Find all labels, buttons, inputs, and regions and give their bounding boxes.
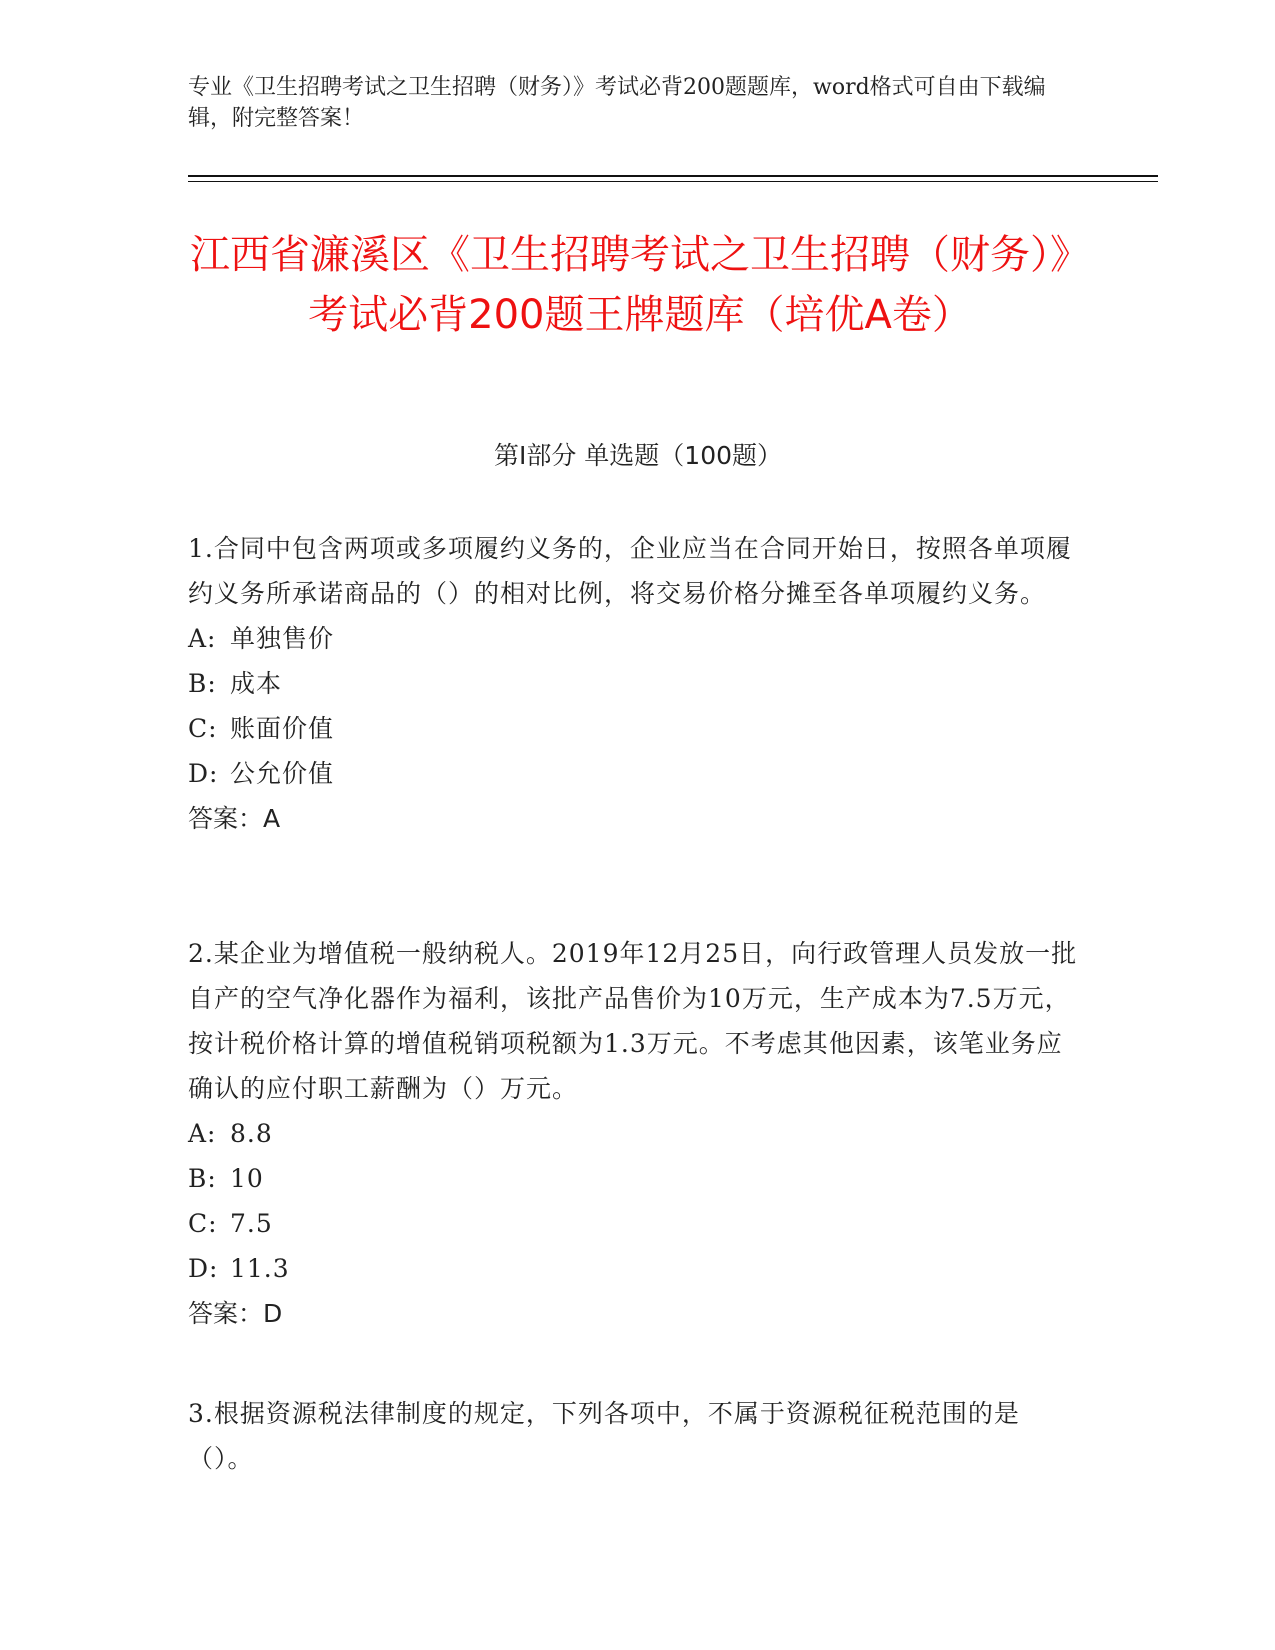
question-3 — [188, 1391, 1078, 1481]
option-key: A: — [188, 1119, 217, 1148]
option-b — [188, 661, 1078, 706]
option-text: 7.5 — [230, 1209, 273, 1238]
option-text: 账面价值 — [230, 714, 335, 743]
option-text: 成本 — [230, 669, 283, 698]
option-text: 11.3 — [230, 1254, 290, 1283]
answer-line: 答案：D — [188, 1299, 283, 1328]
option-a — [188, 616, 1078, 661]
option-key: D: — [188, 759, 219, 788]
question-stem: 2.某企业为增值税一般纳税人。2019年12月25日，向行政管理人员发放一批自产的空气净化器作为福利，该批产品售价为10万元，生产成本为7.5万元，按计税价格计算的增值税销项税额为1.3万元。不考虑其他因素，该笔业务应确认的应付职工薪酬为（）万元。 — [188, 939, 1078, 1103]
question-2 — [188, 931, 1078, 1336]
header-rule-thin — [188, 181, 1158, 182]
option-text: 10 — [230, 1164, 264, 1193]
section-title: 第I部分 单选题（100题） — [493, 441, 783, 470]
option-c — [188, 706, 1078, 751]
header-rule-thick — [188, 175, 1158, 177]
option-text: 公允价值 — [230, 759, 335, 788]
option-key: B: — [188, 1164, 217, 1193]
option-key: D: — [188, 1254, 219, 1283]
header-note: 专业《卫生招聘考试之卫生招聘（财务）》考试必背200题题库，word格式可自由下载编辑，附完整答案！ — [188, 75, 1046, 131]
option-a — [188, 1111, 1078, 1156]
option-key: C: — [188, 1209, 218, 1238]
option-key: B: — [188, 669, 217, 698]
option-c — [188, 1201, 1078, 1246]
question-1 — [188, 526, 1078, 841]
option-text: 8.8 — [230, 1119, 273, 1148]
option-b — [188, 1156, 1078, 1201]
option-d — [188, 1246, 1078, 1291]
option-key: C: — [188, 714, 218, 743]
option-d — [188, 751, 1078, 796]
answer-line: 答案：A — [188, 804, 281, 833]
question-stem: 1.合同中包含两项或多项履约义务的，企业应当在合同开始日，按照各单项履约义务所承诺商品的（）的相对比例，将交易价格分摊至各单项履约义务。 — [188, 534, 1072, 608]
option-text: 单独售价 — [230, 624, 335, 653]
document-title: 江西省濂溪区《卫生招聘考试之卫生招聘（财务）》考试必背200题王牌题库（培优A卷） — [190, 232, 1090, 338]
option-key: A: — [188, 624, 217, 653]
question-stem: 3.根据资源税法律制度的规定，下列各项中，不属于资源税征税范围的是（）。 — [188, 1399, 1020, 1473]
